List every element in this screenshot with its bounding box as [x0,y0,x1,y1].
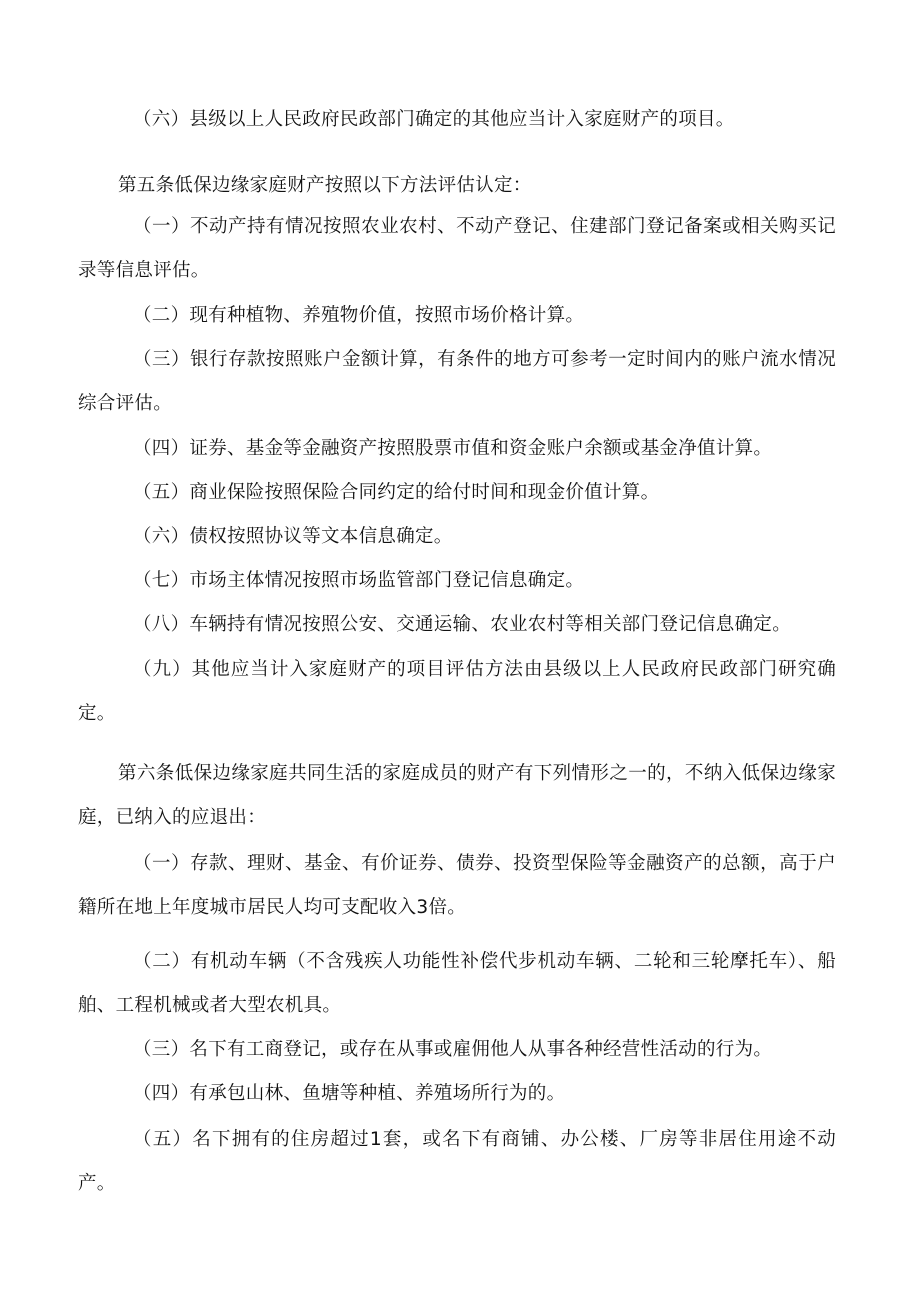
paragraph-exclusion-item-5: （五）名下拥有的住房超过1套，或名下有商铺、办公楼、厂房等非居住用途不动产。 [78,1129,836,1194]
paragraph-exclusion-item-4: （四）有承包山林、鱼塘等种植、养殖场所行为的。 [133,1083,566,1104]
paragraph-property-item-6: （六）县级以上人民政府民政部门确定的其他应当计入家庭财产的项目。 [133,109,735,130]
paragraph-exclusion-item-2: （二）有机动车辆（不含残疾人功能性补偿代步机动车辆、二轮和三轮摩托车）、船舶、工程机械或者大型农机具。 [78,951,836,1016]
paragraph-eval-item-9: （九）其他应当计入家庭财产的项目评估方法由县级以上人民政府民政部门研究确定。 [78,659,836,724]
paragraph-eval-item-8: （八）车辆持有情况按照公安、交通运输、农业农村等相关部门登记信息确定。 [133,614,792,635]
article-5-heading: 第五条低保边缘家庭财产按照以下方法评估认定： [118,175,532,196]
paragraph-exclusion-item-1: （一）存款、理财、基金、有价证券、债券、投资型保险等金融资产的总额，高于户籍所在地上年度城市居民人均可支配收入3倍。 [78,853,836,918]
paragraph-eval-item-7: （七）市场主体情况按照市场监管部门登记信息确定。 [133,570,585,591]
paragraph-eval-item-4: （四）证券、基金等金融资产按照股票市值和资金账户余额或基金净值计算。 [133,438,773,459]
paragraph-eval-item-3: （三）银行存款按照账户金额计算，有条件的地方可参考一定时间内的账户流水情况综合评估。 [78,349,836,414]
article-6-heading: 第六条低保边缘家庭共同生活的家庭成员的财产有下列情形之一的，不纳入低保边缘家庭，已纳入的应退出： [78,763,836,828]
paragraph-eval-item-5: （五）商业保险按照保险合同约定的给付时间和现金价值计算。 [133,482,660,503]
paragraph-eval-item-1: （一）不动产持有情况按照农业农村、不动产登记、住建部门登记备案或相关购买记录等信息评估。 [78,216,836,281]
paragraph-eval-item-2: （二）现有种植物、养殖物价值，按照市场价格计算。 [133,305,585,326]
paragraph-exclusion-item-3: （三）名下有工商登记，或存在从事或雇佣他人从事各种经营性活动的行为。 [133,1039,773,1060]
paragraph-eval-item-6: （六）债权按照协议等文本信息确定。 [133,526,453,547]
